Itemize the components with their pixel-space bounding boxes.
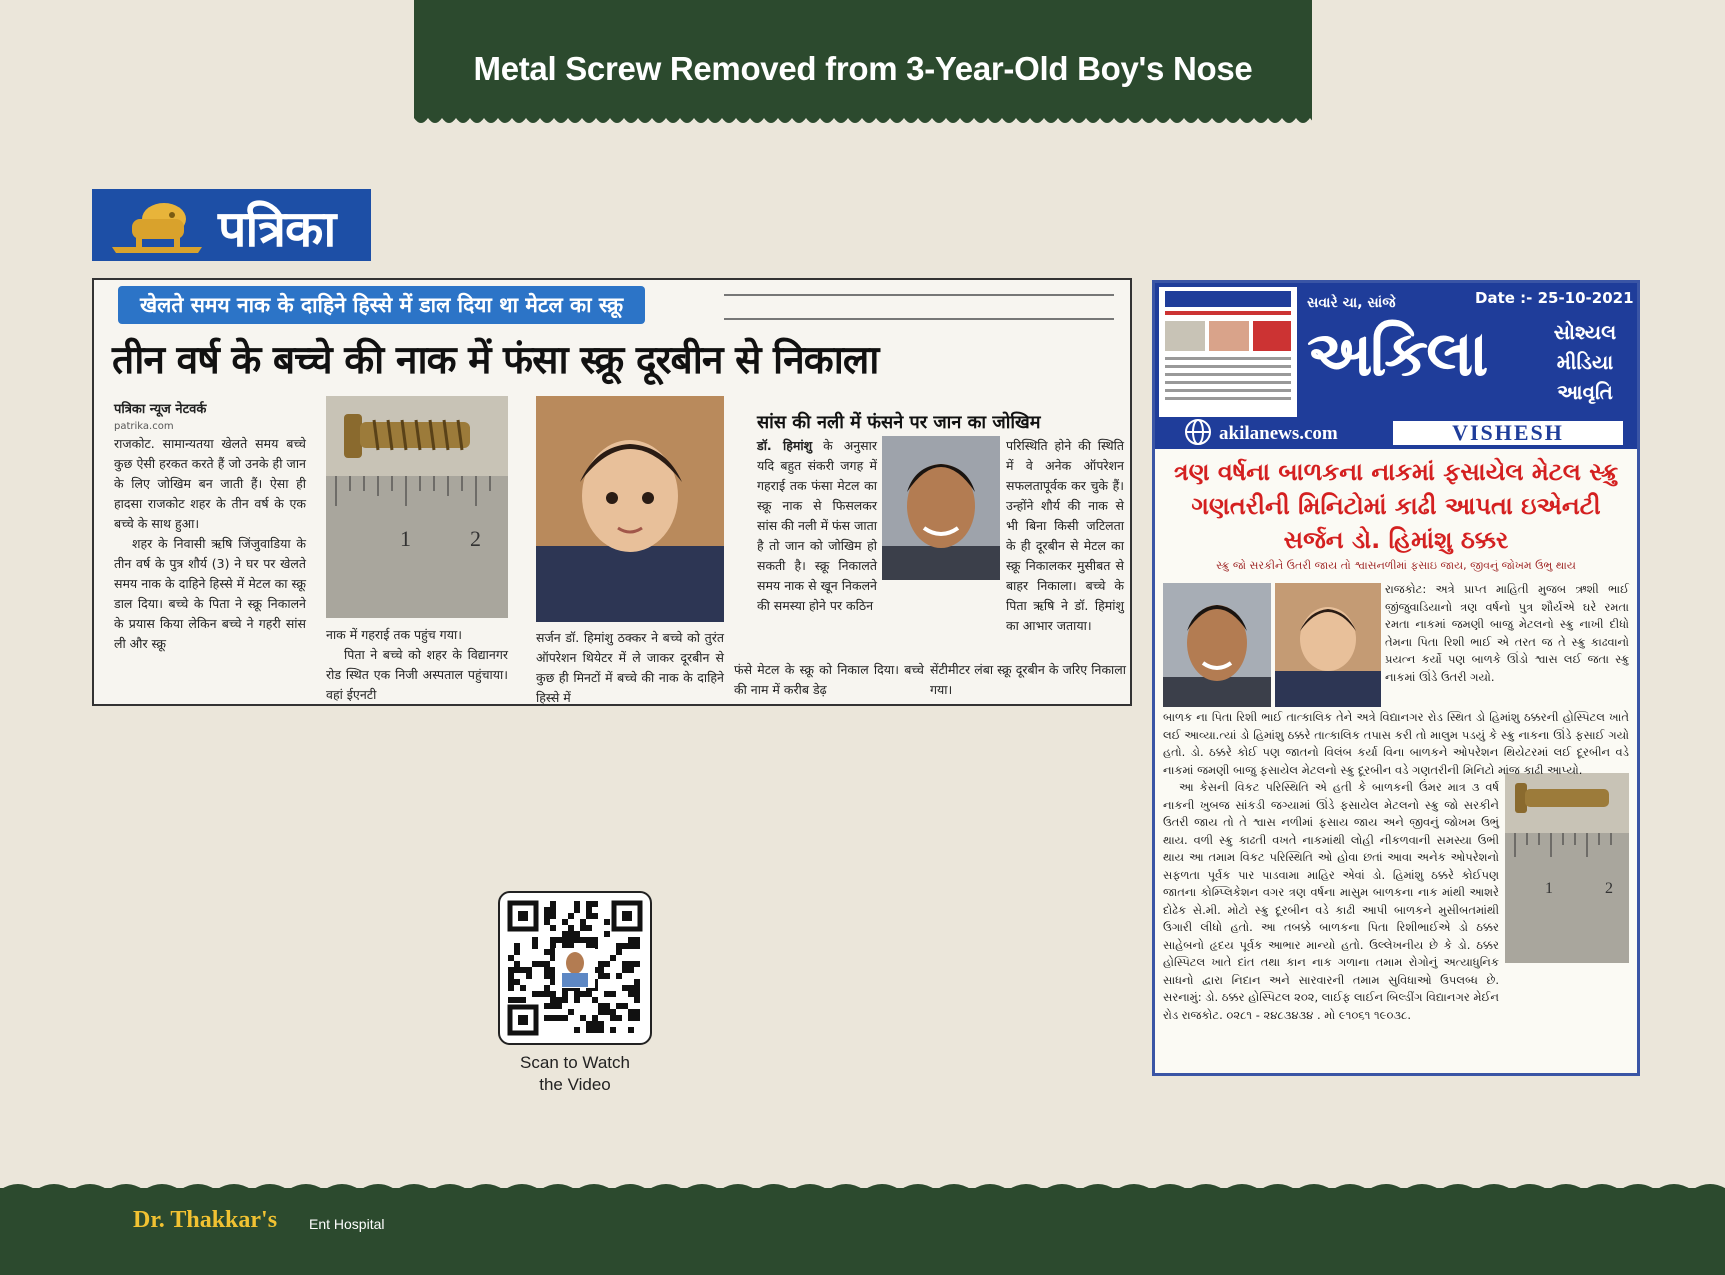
akila-website: akilanews.com	[1219, 423, 1338, 444]
kicker-rule	[724, 294, 1114, 320]
svg-text:2: 2	[1605, 880, 1613, 897]
akila-body-intro	[1385, 581, 1629, 686]
column-1-para-1: राजकोट. सामान्यतया खेलते समय बच्चे कुछ ऐसी हरकत करते हैं जो उनके ही जान के लिए जोखिम बन जाती हैं। ऐसा ही हादसा राजकोट शहर के तीन वर्ष के एक बच्चे के साथ हुआ।	[114, 436, 306, 531]
banner-wave-edge	[414, 118, 1312, 128]
akila-subline: સ્ક્રુ જો સરકીને ઉતરી જાય તો શ્વાસનળીમાં ફસાઇ જાય, જીવનું જોખમ ઉભુ થાય	[1216, 559, 1576, 572]
akila-headline: ત્રણ વર્ષના બાળકના નાકમાં ફસાયેલ મેટલ સ્ક્રુ ગણતરીની મિનિટોમાં કાઢી આપતા ઇએનટી સર્જન ડો. હિમાંશુ ઠક્કર	[1173, 458, 1619, 554]
qr-code-image	[500, 893, 650, 1043]
akila-child-photo	[1275, 583, 1381, 707]
title-banner	[414, 0, 1312, 118]
article-column-4	[757, 436, 877, 616]
source: patrika.com	[114, 421, 174, 432]
akila-vishesh-label: VISHESH	[1393, 421, 1623, 445]
column-5-para: परिस्थिति होने की स्थिति में वे अनेक ऑपरेशन सफलतापूर्वक कर चुके हैं। उन्होंने शौर्य की नाक से भी बिना किसी जटिलता के ही दूरबीन से मेटल का स्क्रू निकालकर मुसीबत से बाहर निकाला। बच्चे के पिता ऋषि ने डॉ. हिमांशु का आभार जताया।	[1006, 438, 1124, 633]
screw-ruler-image	[326, 396, 508, 618]
qr-code[interactable]	[498, 891, 652, 1045]
column-1-para-2: शहर के निवासी ऋषि जिंजुवाडिया के तीन वर्ष के पुत्र शौर्य (3) ने घर पर खेलते समय नाक के दाहिने हिस्से में मेटल का स्क्रू डाल दिया। बच्चे के पिता ने स्क्रू निकालने के प्रयास किया लेकिन बच्चे ने गहरी सांस ली और स्क्रू	[114, 536, 306, 651]
doctor-portrait-image	[1163, 583, 1271, 707]
svg-text:1: 1	[400, 526, 411, 551]
akila-paper-thumbnail	[1159, 287, 1297, 417]
qr-caption	[490, 1052, 660, 1096]
patrika-brand: पत्रिका	[218, 200, 336, 258]
screw-photo	[326, 396, 508, 618]
article-column-1	[114, 400, 306, 654]
akila-tagline: સવારે ચા, સાંજે	[1307, 295, 1396, 311]
clipping-headline: तीन वर्ष के बच्चे की नाक में फंसा स्क्रू दूरबीन से निकाला	[112, 338, 879, 383]
child-photo	[536, 396, 724, 622]
svg-text:2: 2	[470, 526, 481, 551]
qr-caption-line-2: the Video	[539, 1075, 611, 1094]
article-subheading: सांस की नली में फंसने पर जान का जोखिम	[757, 412, 1041, 433]
column-2-para-1: नाक में गहराई तक पहुंच गया।	[326, 627, 462, 642]
column-4-lead: डॉ. हिमांशु	[757, 438, 813, 453]
clipping-kicker: खेलते समय नाक के दाहिने हिस्से में डाल दिया था मेटल का स्क्रू	[118, 286, 645, 324]
page-title: Metal Screw Removed from 3-Year-Old Boy's Nose	[473, 50, 1253, 87]
article-column-5	[1006, 436, 1124, 636]
akila-para-2: બાળક ના પિતા રિશી ભાઈ તાત્કાલિક તેને અત્રે વિદ્યાનગર રોડ સ્થિત ડો હિમાંશુ ઠક્કરની હોસ્પિટલ ખાતે લઈ આવ્યા.ત્યાં ડો હિમાંશુ ઠક્કરે તાત્કાલિક તપાસ કરી તો માલુમ પડયું કે સ્ક્રુ નાકના ઊંડે ફસાઈ ગયો હતો. ડો. ઠક્કરે કોઈ પણ જાતનો વિલંબ કર્યા વિના બાળકને ઓપરેશન થિયેટરમાં લઈ દૂરબીન વડે નાકમાં જમણી બાજુ ફસાયેલ મેટલનો સ્ક્રુ દૂરબીન વડે ગણતરીની મિનિટો માંજ કાઢી આપ્યો.	[1163, 710, 1629, 777]
column-3-para: सर्जन डॉ. हिमांशु ठक्कर ने बच्चे को तुरंत ऑपरेशन थियेटर में ले जाकर दूरबीन से कुछ ही मिनटों में बच्चे की नाक के दाहिने हिस्से में	[536, 630, 724, 705]
akila-body-main	[1163, 709, 1629, 1024]
svg-text:1: 1	[1545, 880, 1553, 897]
article-column-2	[326, 625, 508, 705]
doctor-portrait-image	[882, 436, 1000, 580]
column-4-para: के अनुसार यदि बहुत संकरी जगह में गहराई तक फंसा मेटल का स्क्रू नाक से फिसलकर सांस की नली में फंस जाता है तो जान को जोखिम हो सकती है। स्क्रू निकालते समय नाक से खून निकलने की समस्या होने पर कठिन	[757, 438, 877, 613]
akila-clipping	[1152, 280, 1640, 1076]
patrika-clipping	[92, 278, 1132, 706]
article-column-4b	[734, 660, 924, 700]
akila-date: Date :- 25-10-2021	[1475, 289, 1634, 307]
column-5b-para: सेंटीमीटर लंबा स्क्रू दूरबीन के जरिए निकाला गया।	[930, 662, 1126, 697]
byline: पत्रिका न्यूज नेटवर्क	[114, 402, 207, 417]
globe-icon	[1183, 417, 1213, 447]
akila-masthead	[1155, 283, 1637, 449]
akila-para-3: આ કેસની વિકટ પરિસ્થિતિ એ હતી કે બાળકની ઉંમર માત્ર ૩ વર્ષ નાકની ખુબજ સાંકડી જગ્યામાં ઊંડે ફસાયેલ મેટલનો સ્ક્રુ જો સરકીને ઉતરી જાય તો તે શ્વાસ નળીમાં ફસાય જાય અને જીવનું જોખમ ઉભું થાય. વળી સ્ક્રુ કાઢતી વખતે નાકમાંથી લોહી નીકળવાની સમસ્યા ઉભી થાય આ તમામ વિકટ પરિસ્થિતિ ઓ હોવા છતાં આવા અનેક ઓપરેશનો સફળતા પૂર્વક પાર પાડવામા માહિર એવાં ડો. હિમાંશુ ઠક્કરે કોઈપણ જાતના કોમ્પ્લિકેશન વગર ત્રણ વર્ષના માસુમ બાળકના નાક માંથી આશરે દોઢેક સે.મી. મોટો સ્ક્રુ દૂરબીન વડે કાઢી આપી બાળકને મુસીબતમાંથી ઉગારી લીધો હતો. આ તબક્કે બાળકના પિતા રિશીભાઈએ ડો ઠક્કર સાહેબનો હૃદય પૂર્વક આભાર માન્યો હતો. ઉલ્લેખનીય છે કે ડો. ઠક્કર હોસ્પિટલ ખાતે દાંત તથા કાન નાક ગળાના તમામ રોગોનું અત્યાધુનિક સાધનો દ્વારા નિદાન અને સારવારની તમામ સુવિધાઓ ઉપલબ્ધ છે. સરનામું: ડો. ઠક્કર હોસ્પિટલ ૨૦૨, લાઈફ લાઈન બિલ્ડીંગ વિદ્યાનગર મેઈન રોડ રાજકોટ. ૦૨૮૧ - ૨૪૮૩૪૩૪ . મો ૯૧૦૬૧ ૧૯૦૩૮.	[1163, 780, 1499, 1022]
akila-edition: સોશ્યલ મીડિયા આવૃતિ	[1553, 320, 1617, 404]
newspaper-thumbnail-image	[1159, 287, 1297, 417]
akila-brand: અકિલા	[1307, 317, 1487, 390]
akila-doctor-photo	[1163, 583, 1271, 707]
lion-emblem-icon	[102, 189, 212, 261]
qr-caption-line-1: Scan to Watch	[520, 1053, 630, 1072]
patrika-logo	[92, 189, 371, 261]
doctor-photo	[882, 436, 1000, 580]
article-column-5b	[930, 660, 1126, 700]
column-4b-para: फंसे मेटल के स्क्रू को निकाल दिया। बच्चे की नाम में करीब डेढ़	[734, 662, 924, 697]
child-portrait-image	[1275, 583, 1381, 707]
footer-brand: Dr. Thakkar's	[133, 1207, 278, 1233]
child-portrait-image	[536, 396, 724, 622]
footer-subtitle: Ent Hospital	[309, 1216, 385, 1232]
article-column-3	[536, 628, 724, 706]
akila-para-1: રાજકોટ: અત્રે પ્રાપ્ત માહિતી મુજબ ઋશી ભાઈ જીંજુવાડિયાનો ત્રણ વર્ષનો પુત્ર શૌર્યએ ઘરે રમતા રમતા નાકમાં જમણી બાજુ મેટલનો સ્ક્રુ નાખી દીધો તેમના પિતા રિશી ભાઈ એ તરત જ તે સ્ક્રુ કાઢવાનો પ્રયત્ન કર્યો પણ બાળકે ઊંડો શ્વાસ લઈ જતા સ્ક્રુ નાકમાં ઊંડે ઉતરી ગયો.	[1385, 582, 1629, 684]
column-2-para-2: पिता ने बच्चे को शहर के विद्यानगर रोड स्थित एक निजी अस्पताल पहुंचाया। वहां ईएनटी	[326, 647, 508, 702]
